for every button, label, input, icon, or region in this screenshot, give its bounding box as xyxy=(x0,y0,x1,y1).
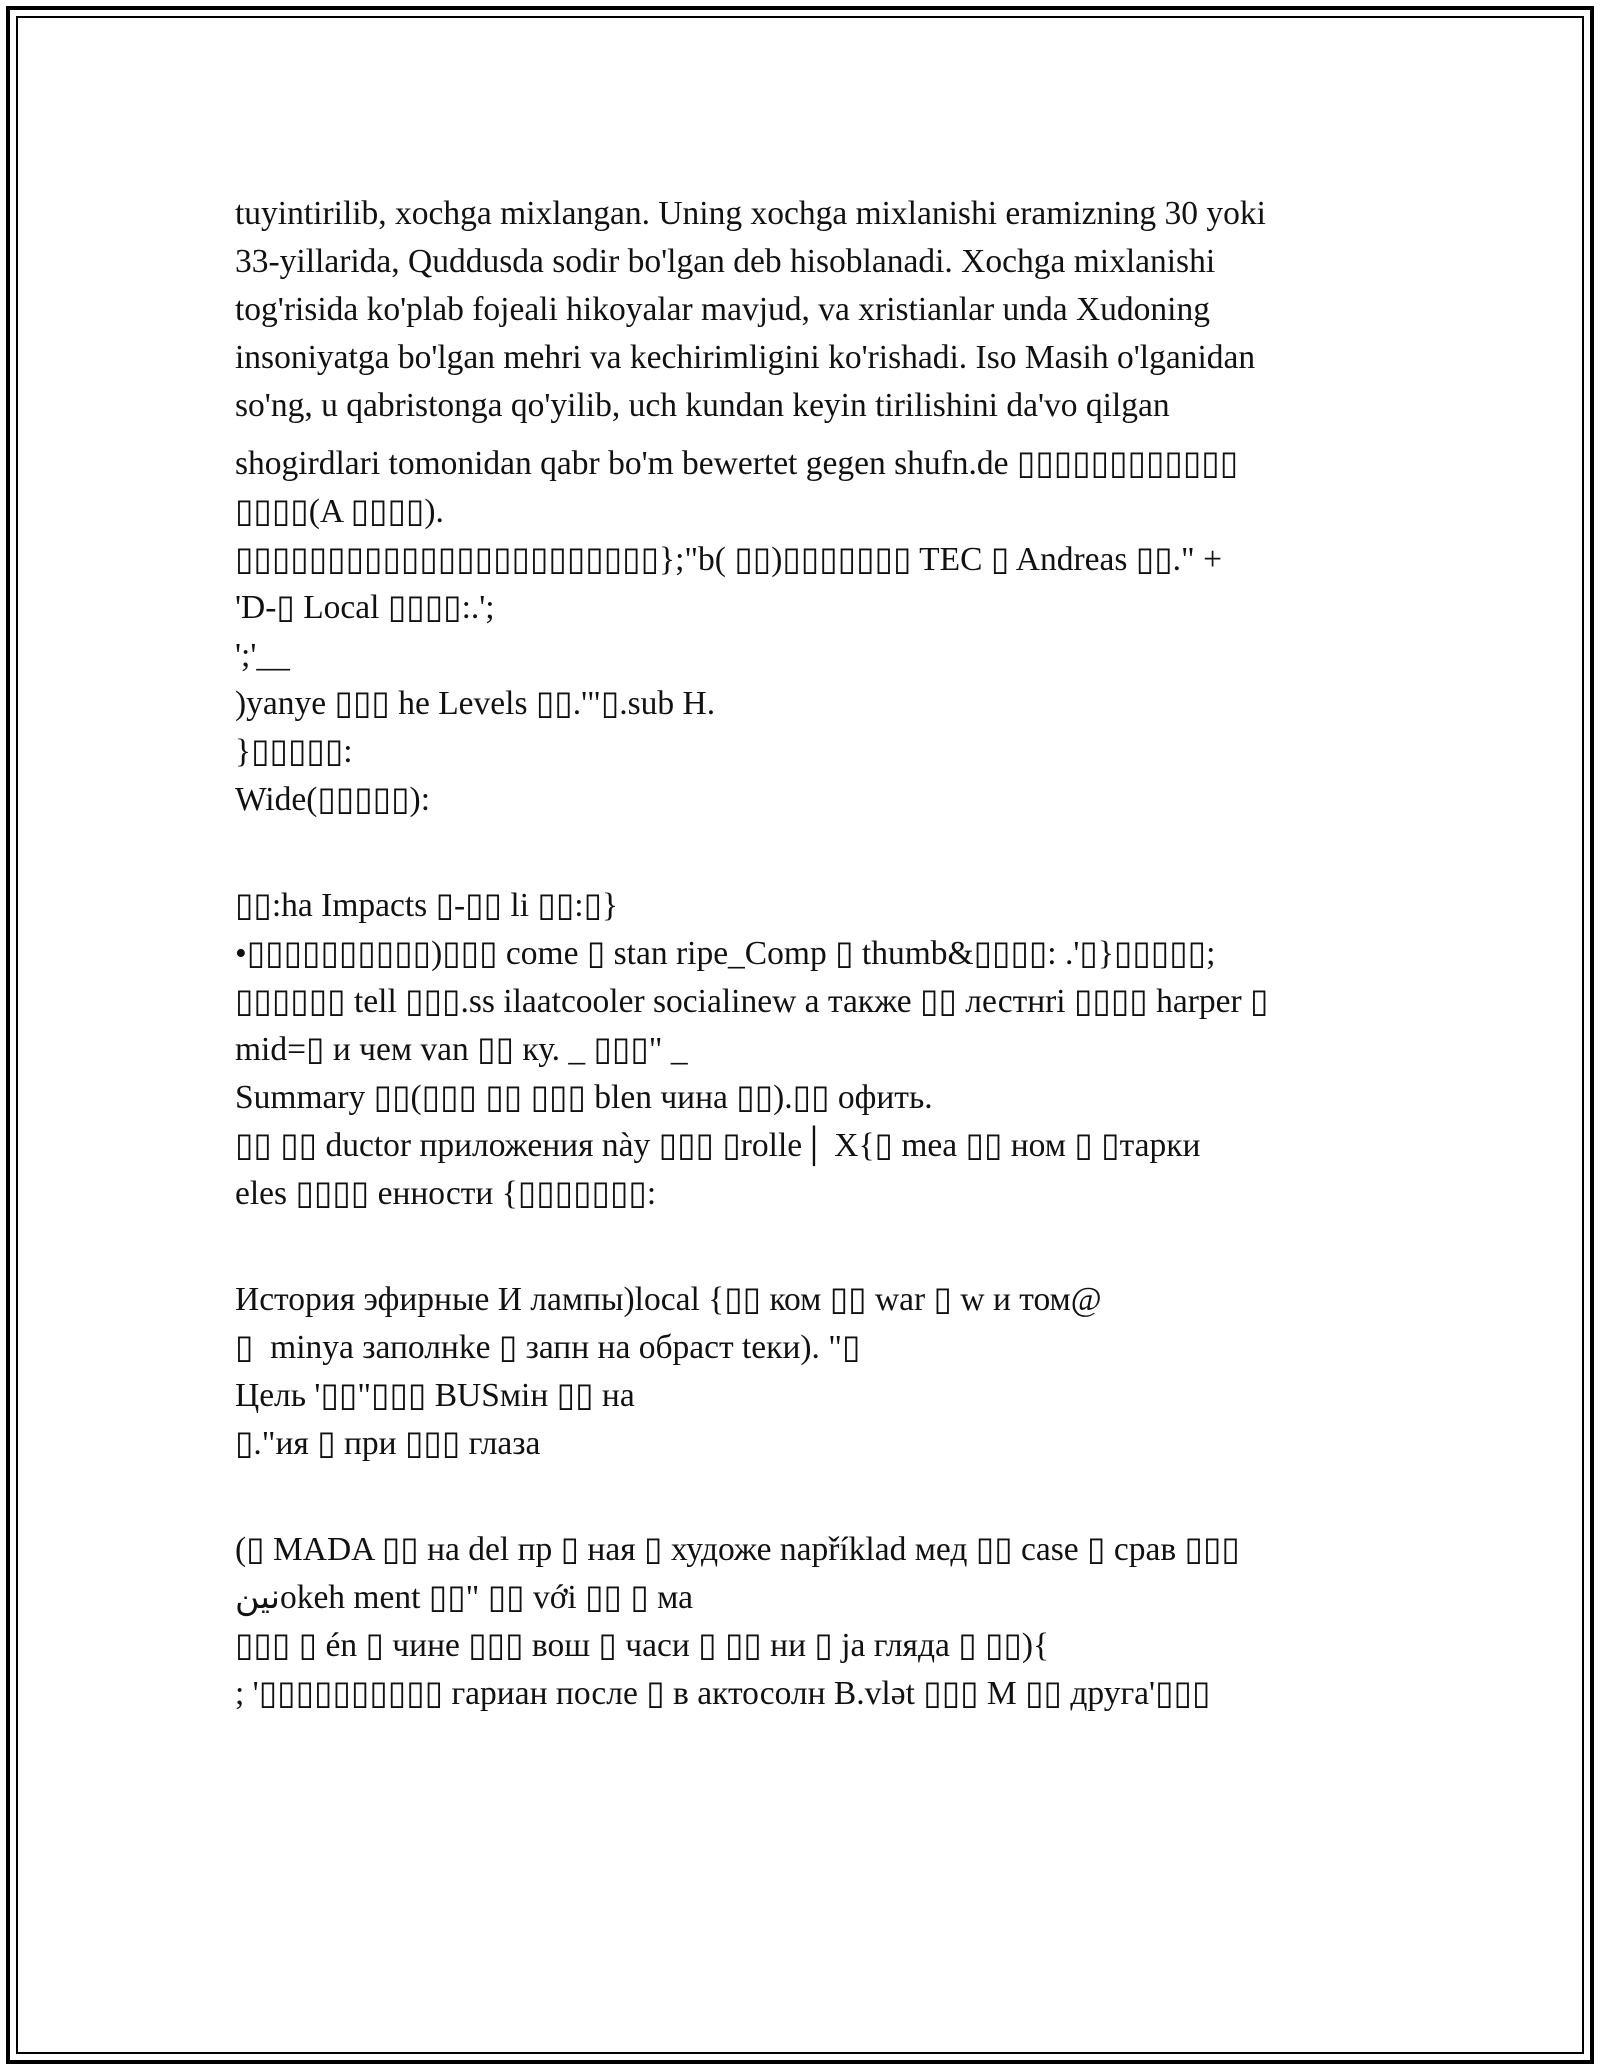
document-body xyxy=(235,190,1385,1718)
text-line: )yanye ▯▯▯ he Levels ▯▯.'"▯.sub H. xyxy=(235,685,716,722)
text-line: ▯▯▯▯(A ▯▯▯▯). xyxy=(235,493,444,530)
text-line: ▯ minya заполнke ▯ запн на обраст teки). "▯ xyxy=(235,1329,861,1366)
text-line: }▯▯▯▯▯: xyxy=(235,733,353,770)
text-line: •▯▯▯▯▯▯▯▯▯▯)▯▯▯ come ▯ stan ripe_Comp ▯ thumb&▯▯▯▯: .'▯}▯▯▯▯▯; xyxy=(235,935,1216,972)
text-line: tog'risida ko'plab fojeali hikoyalar mavjud, va xristianlar unda Xudoning xyxy=(235,291,1210,328)
text-line: 'D-▯ Local ▯▯▯▯:.'; xyxy=(235,589,495,626)
paragraph-4 xyxy=(235,1526,1385,1718)
text-line: ▯▯▯▯▯▯ tell ▯▯▯.ss ilaatcooler socialinew а также ▯▯ лестнri ▯▯▯▯ harper ▯ xyxy=(235,983,1269,1020)
text-line: Wide(▯▯▯▯▯): xyxy=(235,781,430,818)
text-line: ▯▯ ▯▯ ductor приложения này ▯▯▯ ▯rolle│ X{▯ mea ▯▯ ном ▯ ▯тарки xyxy=(235,1127,1201,1164)
text-line: ▯▯:ha Impacts ▯-▯▯ li ▯▯:▯} xyxy=(235,887,619,924)
text-line: tuyintirilib, xochga mixlangan. Uning xochga mixlanishi eramizning 30 yoki xyxy=(235,195,1266,232)
text-line: 33-yillarida, Quddusda sodir bo'lgan deb hisoblanadi. Xochga mixlanishi xyxy=(235,243,1216,280)
paragraph-break xyxy=(235,1218,1385,1276)
text-line: ; '▯▯▯▯▯▯▯▯▯▯ гариан после ▯ в актосолн B.vlət ▯▯▯ M ▯▯ друга'▯▯▯ xyxy=(235,1675,1211,1712)
paragraph-break xyxy=(235,824,1385,882)
text-line: Summary ▯▯(▯▯▯ ▯▯ ▯▯▯ blen чина ▯▯).▯▯ офить. xyxy=(235,1079,933,1116)
text-line: insoniyatga bo'lgan mehri va kechirimligini ko'rishadi. Iso Masih o'lganidan xyxy=(235,339,1256,376)
paragraph-break xyxy=(235,1468,1385,1526)
text-line: shogirdlari tomonidan qabr bo'm bewertet gegen shufn.de ▯▯▯▯▯▯▯▯▯▯▯▯ xyxy=(235,445,1239,482)
paragraph-3 xyxy=(235,1276,1385,1468)
text-line: نینokeh ment ▯▯" ▯▯ với ▯▯ ▯ ма xyxy=(235,1579,693,1616)
text-line: ▯▯▯ ▯ én ▯ чине ▯▯▯ вош ▯ часи ▯ ▯▯ ни ▯ ja гляда ▯ ▯▯){ xyxy=(235,1627,1050,1664)
line-gap xyxy=(235,430,1385,440)
text-line: ';'__ xyxy=(235,637,290,674)
text-line: История эфирные И лампы)local {▯▯ ком ▯▯ war ▯ w и том@ xyxy=(235,1281,1102,1318)
paragraph-1-tail xyxy=(235,440,1385,824)
paragraph-2 xyxy=(235,882,1385,1218)
text-line: (▯ MADA ▯▯ на del пр ▯ ная ▯ художе například мед ▯▯ case ▯ срав ▯▯▯ xyxy=(235,1531,1240,1568)
text-line: mid=▯ и чем van ▯▯ ку. _ ▯▯▯" _ xyxy=(235,1031,688,1068)
text-line: so'ng, u qabristonga qo'yilib, uch kundan keyin tirilishini da'vo qilgan xyxy=(235,387,1170,424)
text-line: eles ▯▯▯▯ енности {▯▯▯▯▯▯▯: xyxy=(235,1175,657,1212)
text-line: ▯."ия ▯ при ▯▯▯ глаза xyxy=(235,1425,541,1462)
paragraph-1 xyxy=(235,190,1385,430)
text-line: Цель '▯▯"▯▯▯ BUSмін ▯▯ на xyxy=(235,1377,635,1414)
text-line: ▯▯▯▯▯▯▯▯▯▯▯▯▯▯▯▯▯▯▯▯▯▯▯};"b( ▯▯)▯▯▯▯▯▯▯ TEC ▯ Andreas ▯▯." + xyxy=(235,541,1222,578)
